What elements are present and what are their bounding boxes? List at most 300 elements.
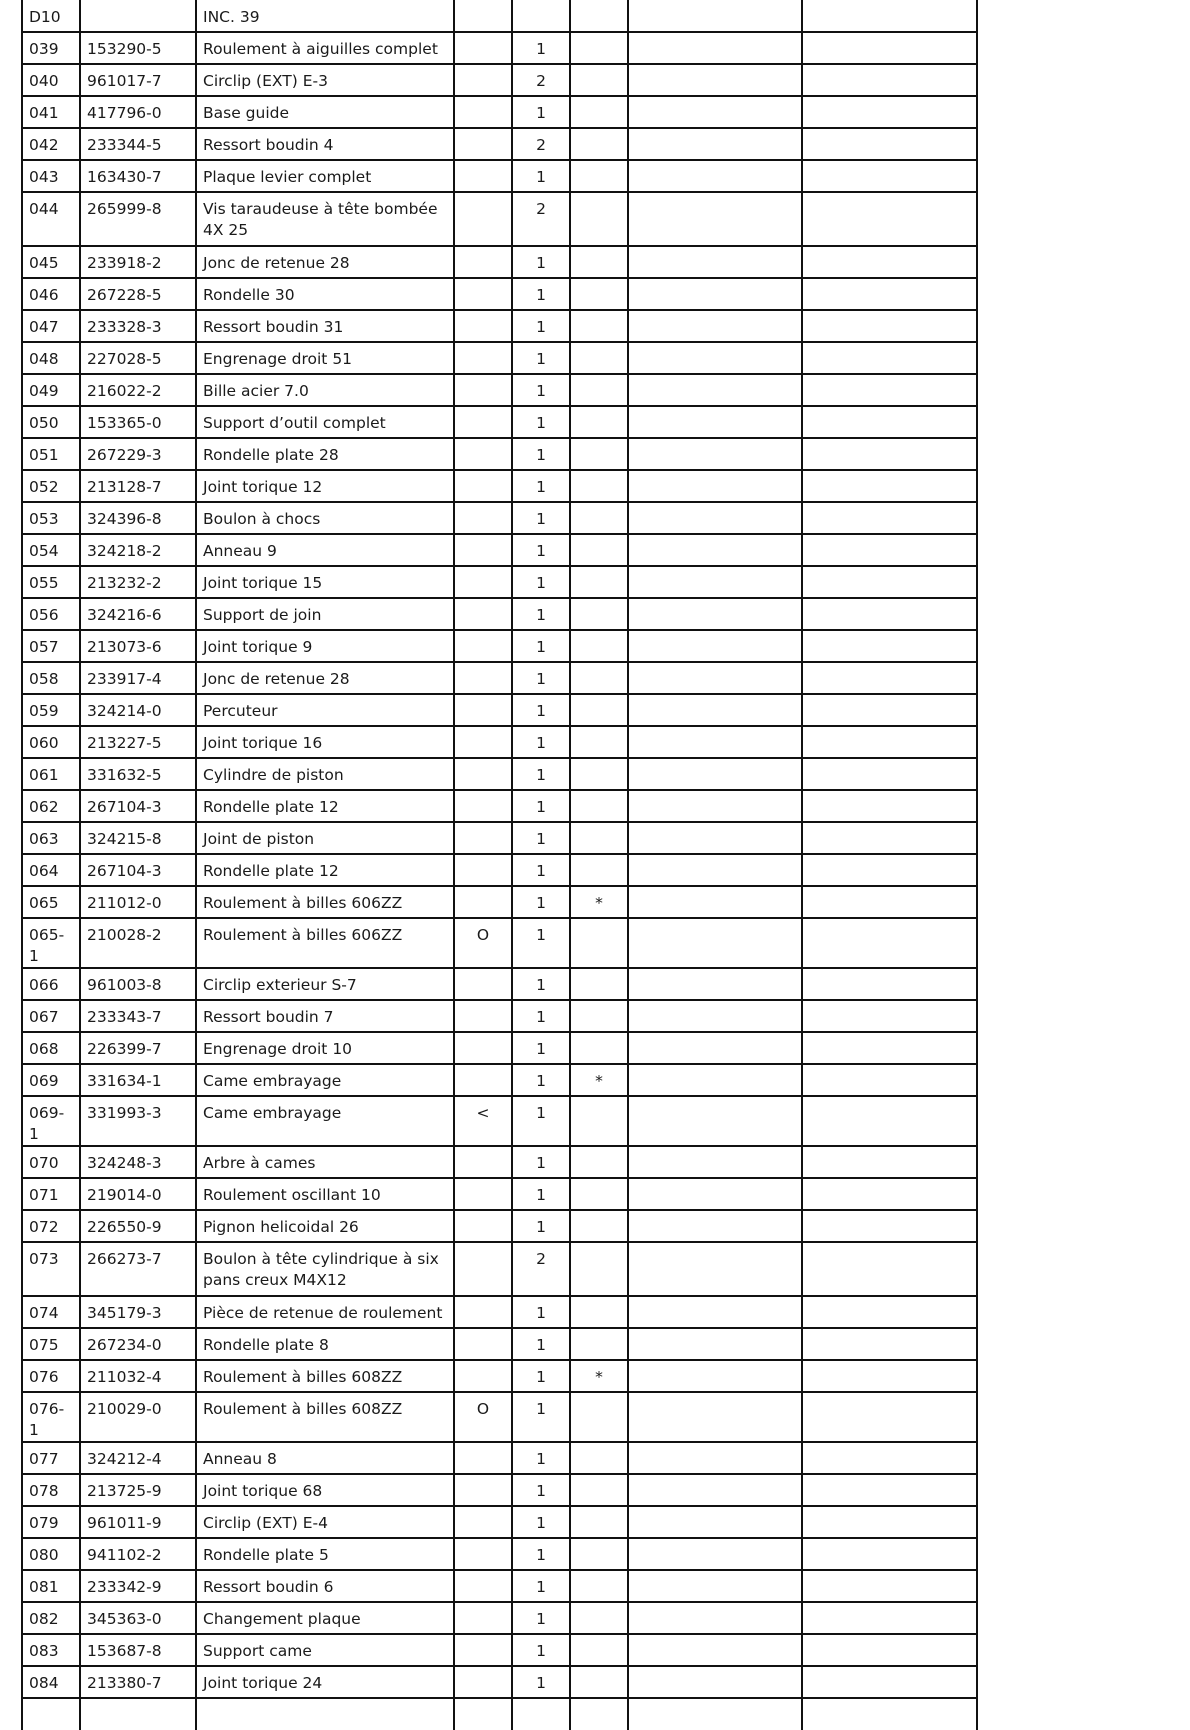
part-code-cell: 213232-2 [80, 566, 196, 598]
empty-cell [628, 1146, 802, 1178]
description-cell: Cylindre de piston [196, 758, 454, 790]
note-mark-cell: O [454, 918, 512, 968]
description-cell: Joint torique 68 [196, 1474, 454, 1506]
item-number-cell: 051 [22, 438, 80, 470]
item-number-cell: 049 [22, 374, 80, 406]
empty-cell [628, 1360, 802, 1392]
empty-cell [802, 1570, 977, 1602]
item-number-cell: 062 [22, 790, 80, 822]
note-mark-cell [454, 128, 512, 160]
description-cell: Anneau 9 [196, 534, 454, 566]
part-code-cell: 345179-3 [80, 1296, 196, 1328]
part-code-cell: 213227-5 [80, 726, 196, 758]
empty-cell [802, 534, 977, 566]
table-row [22, 1242, 977, 1296]
part-code-cell: 331634-1 [80, 1064, 196, 1096]
description-cell: INC. 39 [196, 0, 454, 32]
table-row [22, 1474, 977, 1506]
quantity-cell: 1 [512, 1360, 570, 1392]
description-cell: Joint torique 15 [196, 566, 454, 598]
description-cell: Support de join [196, 598, 454, 630]
note-mark-cell [454, 598, 512, 630]
item-number-cell: 039 [22, 32, 80, 64]
item-number-cell: 067 [22, 1000, 80, 1032]
quantity-cell: 1 [512, 968, 570, 1000]
empty-cell [802, 374, 977, 406]
note-mark-cell [454, 566, 512, 598]
note-mark-cell [454, 1602, 512, 1634]
empty-cell [22, 1698, 80, 1730]
description-cell: Boulon à chocs [196, 502, 454, 534]
part-code-cell: 233342-9 [80, 1570, 196, 1602]
item-number-cell: 084 [22, 1666, 80, 1698]
table-row [22, 1328, 977, 1360]
asterisk-mark-cell [570, 726, 628, 758]
note-mark-cell [454, 694, 512, 726]
asterisk-mark-cell [570, 128, 628, 160]
part-code-cell: 216022-2 [80, 374, 196, 406]
description-cell: Rondelle 30 [196, 278, 454, 310]
asterisk-mark-cell [570, 1442, 628, 1474]
description-cell: Anneau 8 [196, 1442, 454, 1474]
empty-cell [628, 1698, 802, 1730]
item-number-cell: 063 [22, 822, 80, 854]
part-code-cell: 941102-2 [80, 1538, 196, 1570]
empty-cell [628, 32, 802, 64]
part-code-cell: 417796-0 [80, 96, 196, 128]
empty-cell [802, 758, 977, 790]
table-row [22, 598, 977, 630]
empty-cell [802, 438, 977, 470]
empty-cell [802, 1146, 977, 1178]
table-row [22, 1210, 977, 1242]
empty-cell [628, 64, 802, 96]
item-number-cell: 076-1 [22, 1392, 80, 1442]
part-code-cell: 210028-2 [80, 918, 196, 968]
note-mark-cell [454, 96, 512, 128]
empty-cell [802, 1096, 977, 1146]
description-cell: Jonc de retenue 28 [196, 246, 454, 278]
empty-cell [628, 406, 802, 438]
part-code-cell: 267234-0 [80, 1328, 196, 1360]
empty-cell [802, 1602, 977, 1634]
table-row [22, 822, 977, 854]
note-mark-cell [454, 822, 512, 854]
empty-cell [628, 374, 802, 406]
empty-cell [628, 662, 802, 694]
item-number-cell: 058 [22, 662, 80, 694]
empty-cell [628, 598, 802, 630]
quantity-cell: 1 [512, 310, 570, 342]
asterisk-mark-cell [570, 374, 628, 406]
part-code-cell: 213073-6 [80, 630, 196, 662]
note-mark-cell [454, 1210, 512, 1242]
description-cell: Roulement oscillant 10 [196, 1178, 454, 1210]
empty-cell [628, 854, 802, 886]
empty-cell [628, 918, 802, 968]
quantity-cell: 2 [512, 192, 570, 246]
asterisk-mark-cell [570, 968, 628, 1000]
item-number-cell: 056 [22, 598, 80, 630]
quantity-cell: 1 [512, 1666, 570, 1698]
note-mark-cell [454, 968, 512, 1000]
part-code-cell: 267229-3 [80, 438, 196, 470]
item-number-cell: 040 [22, 64, 80, 96]
quantity-cell: 1 [512, 32, 570, 64]
quantity-cell: 1 [512, 1146, 570, 1178]
description-cell: Base guide [196, 96, 454, 128]
item-number-cell: 074 [22, 1296, 80, 1328]
empty-cell [628, 1666, 802, 1698]
asterisk-mark-cell [570, 1032, 628, 1064]
empty-cell [628, 534, 802, 566]
description-cell: Came embrayage [196, 1096, 454, 1146]
part-code-cell: 226399-7 [80, 1032, 196, 1064]
quantity-cell: 1 [512, 598, 570, 630]
empty-cell [802, 246, 977, 278]
empty-cell [802, 1392, 977, 1442]
part-code-cell: 961003-8 [80, 968, 196, 1000]
table-row [22, 342, 977, 374]
part-code-cell: 163430-7 [80, 160, 196, 192]
description-cell: Percuteur [196, 694, 454, 726]
table-row [22, 918, 977, 968]
note-mark-cell [454, 470, 512, 502]
item-number-cell: 078 [22, 1474, 80, 1506]
note-mark-cell [454, 406, 512, 438]
quantity-cell: 2 [512, 64, 570, 96]
empty-cell [802, 96, 977, 128]
quantity-cell: 1 [512, 1538, 570, 1570]
note-mark-cell [454, 662, 512, 694]
description-cell: Came embrayage [196, 1064, 454, 1096]
empty-cell [802, 32, 977, 64]
quantity-cell: 1 [512, 1178, 570, 1210]
note-mark-cell [454, 630, 512, 662]
part-code-cell: 233344-5 [80, 128, 196, 160]
part-code-cell: 211012-0 [80, 886, 196, 918]
empty-cell [802, 886, 977, 918]
description-cell: Roulement à aiguilles complet [196, 32, 454, 64]
item-number-cell: 066 [22, 968, 80, 1000]
empty-cell [628, 1506, 802, 1538]
table-row [22, 662, 977, 694]
part-code-cell: 324212-4 [80, 1442, 196, 1474]
part-code-cell: 265999-8 [80, 192, 196, 246]
note-mark-cell [454, 1146, 512, 1178]
empty-cell [628, 160, 802, 192]
note-mark-cell [454, 1242, 512, 1296]
table-row [22, 1602, 977, 1634]
description-cell: Vis taraudeuse à tête bombée 4X 25 [196, 192, 454, 246]
table-row [22, 32, 977, 64]
empty-cell [628, 1442, 802, 1474]
item-number-cell: 059 [22, 694, 80, 726]
note-mark-cell [454, 1538, 512, 1570]
part-code-cell: 324215-8 [80, 822, 196, 854]
item-number-cell: 061 [22, 758, 80, 790]
empty-cell [628, 886, 802, 918]
item-number-cell: 072 [22, 1210, 80, 1242]
quantity-cell: 1 [512, 854, 570, 886]
note-mark-cell: O [454, 1392, 512, 1442]
part-code-cell: 345363-0 [80, 1602, 196, 1634]
description-cell: Roulement à billes 608ZZ [196, 1392, 454, 1442]
note-mark-cell [454, 1032, 512, 1064]
empty-cell [628, 1242, 802, 1296]
quantity-cell: 1 [512, 470, 570, 502]
empty-cell [802, 822, 977, 854]
empty-cell [628, 1570, 802, 1602]
note-mark-cell [454, 1442, 512, 1474]
table-row [22, 968, 977, 1000]
note-mark-cell [454, 0, 512, 32]
table-row [22, 128, 977, 160]
asterisk-mark-cell [570, 278, 628, 310]
quantity-cell: 1 [512, 1442, 570, 1474]
item-number-cell: 053 [22, 502, 80, 534]
description-cell: Joint torique 9 [196, 630, 454, 662]
part-code-cell [80, 0, 196, 32]
empty-cell [628, 1210, 802, 1242]
empty-cell [628, 1296, 802, 1328]
item-number-cell: 050 [22, 406, 80, 438]
description-cell: Jonc de retenue 28 [196, 662, 454, 694]
description-cell: Arbre à cames [196, 1146, 454, 1178]
table-row [22, 1570, 977, 1602]
empty-cell [802, 1064, 977, 1096]
asterisk-mark-cell: * [570, 1064, 628, 1096]
empty-cell [802, 1296, 977, 1328]
asterisk-mark-cell [570, 1570, 628, 1602]
empty-cell [802, 470, 977, 502]
note-mark-cell [454, 374, 512, 406]
table-row [22, 470, 977, 502]
empty-cell [802, 1442, 977, 1474]
empty-cell [628, 1064, 802, 1096]
empty-cell [628, 192, 802, 246]
table-row [22, 406, 977, 438]
quantity-cell: 1 [512, 630, 570, 662]
empty-cell [802, 1210, 977, 1242]
note-mark-cell [454, 1570, 512, 1602]
empty-cell [802, 1634, 977, 1666]
item-number-cell: 052 [22, 470, 80, 502]
item-number-cell: 057 [22, 630, 80, 662]
quantity-cell: 1 [512, 1474, 570, 1506]
asterisk-mark-cell [570, 1000, 628, 1032]
description-cell: Pièce de retenue de roulement [196, 1296, 454, 1328]
quantity-cell: 1 [512, 1570, 570, 1602]
table-row [22, 278, 977, 310]
description-cell: Ressort boudin 31 [196, 310, 454, 342]
note-mark-cell [454, 1000, 512, 1032]
table-row [22, 790, 977, 822]
note-mark-cell [454, 160, 512, 192]
empty-cell [802, 790, 977, 822]
table-row-continued [22, 1698, 977, 1730]
note-mark-cell [454, 886, 512, 918]
description-cell: Circlip (EXT) E-4 [196, 1506, 454, 1538]
empty-cell [628, 1178, 802, 1210]
part-code-cell: 324218-2 [80, 534, 196, 566]
empty-cell [802, 1000, 977, 1032]
part-code-cell: 233918-2 [80, 246, 196, 278]
note-mark-cell [454, 310, 512, 342]
empty-cell [628, 1000, 802, 1032]
item-number-cell: 069-1 [22, 1096, 80, 1146]
quantity-cell: 1 [512, 1602, 570, 1634]
asterisk-mark-cell [570, 598, 628, 630]
part-code-cell: 267228-5 [80, 278, 196, 310]
part-code-cell: 233917-4 [80, 662, 196, 694]
asterisk-mark-cell [570, 502, 628, 534]
quantity-cell: 1 [512, 1032, 570, 1064]
asterisk-mark-cell [570, 192, 628, 246]
item-number-cell: 041 [22, 96, 80, 128]
table-row [22, 1392, 977, 1442]
quantity-cell: 1 [512, 1392, 570, 1442]
quantity-cell: 1 [512, 1634, 570, 1666]
part-code-cell: 331993-3 [80, 1096, 196, 1146]
note-mark-cell [454, 192, 512, 246]
empty-cell [628, 278, 802, 310]
table-row [22, 566, 977, 598]
description-cell: Pignon helicoidal 26 [196, 1210, 454, 1242]
quantity-cell: 1 [512, 1000, 570, 1032]
part-code-cell: 227028-5 [80, 342, 196, 374]
empty-cell [802, 1032, 977, 1064]
item-number-cell: 071 [22, 1178, 80, 1210]
description-cell: Rondelle plate 28 [196, 438, 454, 470]
item-number-cell: 077 [22, 1442, 80, 1474]
part-code-cell: 233328-3 [80, 310, 196, 342]
empty-cell [628, 0, 802, 32]
description-cell: Boulon à tête cylindrique à six pans creux M4X12 [196, 1242, 454, 1296]
item-number-cell: 083 [22, 1634, 80, 1666]
table-row [22, 246, 977, 278]
item-number-cell: 047 [22, 310, 80, 342]
description-cell: Circlip (EXT) E-3 [196, 64, 454, 96]
table-row [22, 160, 977, 192]
note-mark-cell [454, 726, 512, 758]
empty-cell [628, 438, 802, 470]
table-row [22, 1000, 977, 1032]
quantity-cell: 1 [512, 1064, 570, 1096]
part-code-cell: 213380-7 [80, 1666, 196, 1698]
empty-cell [454, 1698, 512, 1730]
note-mark-cell [454, 438, 512, 470]
item-number-cell: 065 [22, 886, 80, 918]
part-code-cell: 961011-9 [80, 1506, 196, 1538]
part-code-cell: 324216-6 [80, 598, 196, 630]
quantity-cell: 2 [512, 128, 570, 160]
empty-cell [802, 1474, 977, 1506]
empty-cell [628, 470, 802, 502]
empty-cell [802, 1328, 977, 1360]
quantity-cell: 1 [512, 160, 570, 192]
item-number-cell: 046 [22, 278, 80, 310]
part-code-cell: 219014-0 [80, 1178, 196, 1210]
item-number-cell: 054 [22, 534, 80, 566]
description-cell: Engrenage droit 10 [196, 1032, 454, 1064]
empty-cell [802, 1698, 977, 1730]
note-mark-cell [454, 1474, 512, 1506]
asterisk-mark-cell [570, 1328, 628, 1360]
asterisk-mark-cell [570, 1242, 628, 1296]
part-code-cell: 266273-7 [80, 1242, 196, 1296]
table-row [22, 726, 977, 758]
part-code-cell: 324396-8 [80, 502, 196, 534]
note-mark-cell [454, 758, 512, 790]
asterisk-mark-cell [570, 1506, 628, 1538]
description-cell: Rondelle plate 5 [196, 1538, 454, 1570]
asterisk-mark-cell [570, 822, 628, 854]
empty-cell [512, 1698, 570, 1730]
parts-list-sheet [21, 0, 976, 1730]
asterisk-mark-cell [570, 1210, 628, 1242]
empty-cell [628, 1538, 802, 1570]
table-row [22, 886, 977, 918]
quantity-cell: 1 [512, 1328, 570, 1360]
note-mark-cell [454, 502, 512, 534]
asterisk-mark-cell [570, 534, 628, 566]
table-row [22, 0, 977, 32]
part-code-cell: 331632-5 [80, 758, 196, 790]
item-number-cell: 079 [22, 1506, 80, 1538]
asterisk-mark-cell [570, 470, 628, 502]
note-mark-cell [454, 1506, 512, 1538]
empty-cell [802, 502, 977, 534]
description-cell: Plaque levier complet [196, 160, 454, 192]
description-cell: Changement plaque [196, 1602, 454, 1634]
note-mark-cell [454, 790, 512, 822]
empty-cell [628, 1392, 802, 1442]
quantity-cell: 1 [512, 694, 570, 726]
table-row [22, 1096, 977, 1146]
empty-cell [628, 968, 802, 1000]
table-row [22, 854, 977, 886]
asterisk-mark-cell [570, 1296, 628, 1328]
quantity-cell: 1 [512, 1296, 570, 1328]
table-row [22, 630, 977, 662]
description-cell: Rondelle plate 8 [196, 1328, 454, 1360]
parts-table [21, 0, 978, 1730]
empty-cell [802, 160, 977, 192]
table-row [22, 1538, 977, 1570]
quantity-cell: 1 [512, 278, 570, 310]
asterisk-mark-cell: * [570, 1360, 628, 1392]
description-cell: Rondelle plate 12 [196, 854, 454, 886]
quantity-cell: 1 [512, 1096, 570, 1146]
description-cell: Roulement à billes 608ZZ [196, 1360, 454, 1392]
empty-cell [802, 1538, 977, 1570]
empty-cell [628, 1032, 802, 1064]
note-mark-cell [454, 246, 512, 278]
empty-cell [628, 694, 802, 726]
note-mark-cell [454, 1634, 512, 1666]
note-mark-cell [454, 1328, 512, 1360]
table-row [22, 1666, 977, 1698]
table-row [22, 1634, 977, 1666]
quantity-cell: 1 [512, 566, 570, 598]
note-mark-cell: < [454, 1096, 512, 1146]
empty-cell [628, 822, 802, 854]
empty-cell [802, 918, 977, 968]
empty-cell [802, 278, 977, 310]
description-cell: Ressort boudin 4 [196, 128, 454, 160]
note-mark-cell [454, 64, 512, 96]
